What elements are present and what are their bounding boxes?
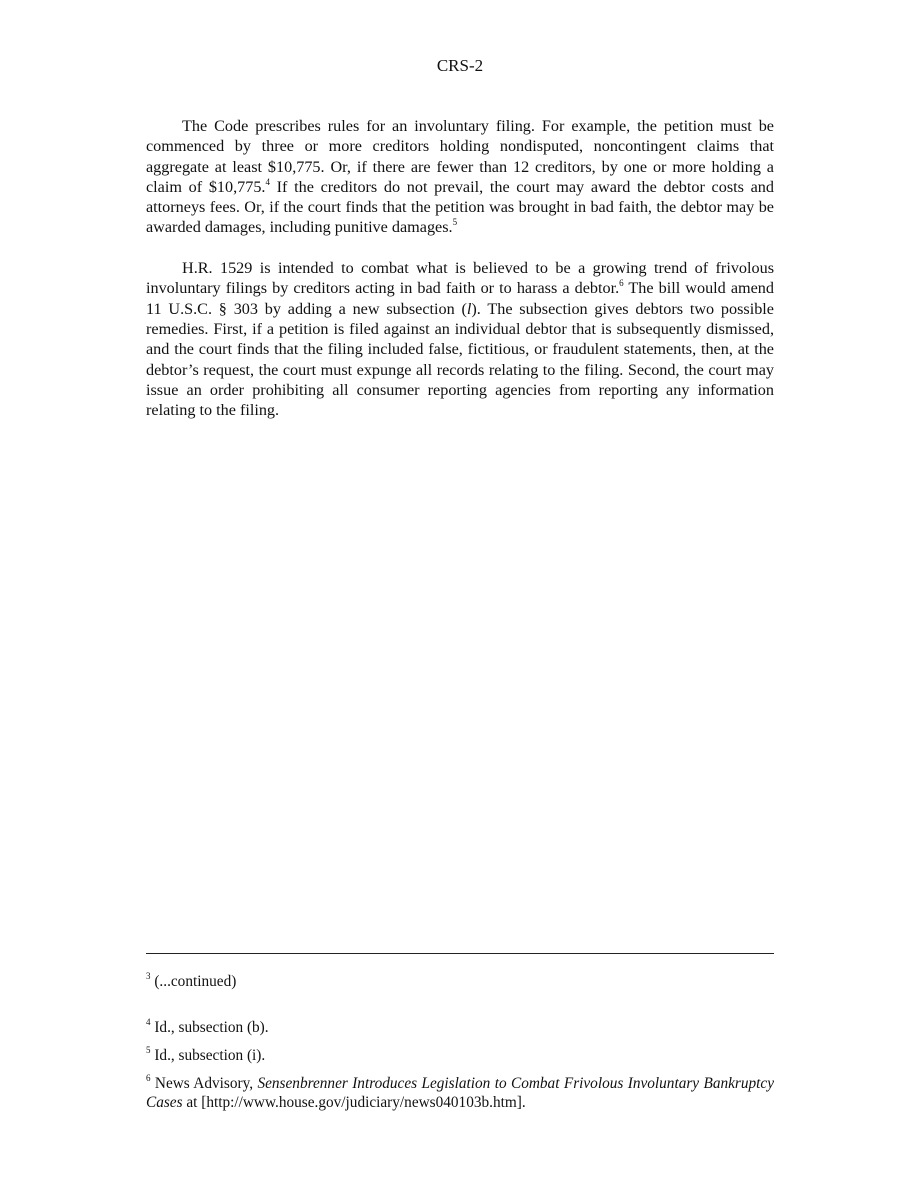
footnotes	[146, 972, 774, 1112]
paragraph-text: The Code prescribes rules for an involuntary filing. For example, the petition must be commenced by three or more creditors holding nondisputed, noncontingent claims that aggregate at least $10,775. Or, if there are fewer than 12 creditors, by one or more holding a claim of $10,775.	[146, 117, 774, 196]
footnote-text: Id., subsection (b).	[150, 1019, 269, 1036]
subsection-letter: l	[466, 299, 472, 318]
footnote-text: Id., subsection (i).	[150, 1047, 266, 1064]
footnote-5	[146, 1046, 774, 1065]
paragraph-text: The bill would amend 11 U.S.C. § 303 by adding a new subsection (	[146, 279, 774, 318]
paragraph-text: H.R. 1529 is intended to combat what is believed to be a growing trend of frivolous involuntary filings by creditors acting in bad faith or to harass a debtor.	[146, 259, 774, 298]
footnote-number: 5	[146, 1044, 151, 1055]
page-label: CRS-2	[436, 56, 484, 75]
footnote-ref-5: 5	[452, 217, 458, 228]
footnote-6	[146, 1074, 774, 1112]
footnote-number: 3	[146, 970, 151, 981]
footnote-ref-4: 4	[265, 176, 270, 187]
footnote-number: 6	[146, 1072, 151, 1083]
footnote-separator	[146, 953, 774, 954]
footnote-3	[146, 972, 774, 991]
page-header	[0, 55, 920, 77]
body-text	[146, 116, 774, 441]
paragraph-text: If the creditors do not prevail, the court may award the debtor costs and attorneys fees. Or, if the court finds that the petition was brought in bad faith, the debtor may be awarded damages, including punitive damages.	[146, 177, 774, 237]
footnote-ref-6: 6	[619, 277, 624, 288]
footnote-4	[146, 1018, 774, 1037]
footnote-number: 4	[146, 1016, 151, 1027]
footnote-text: News Advisory,	[150, 1075, 258, 1092]
paragraph-involuntary-filing-rules	[146, 116, 774, 238]
footnote-text: at [http://www.house.gov/judiciary/news040103b.htm].	[182, 1094, 526, 1111]
news-advisory-title: Sensenbrenner Introduces Legislation to Combat Frivolous Involuntary Bankruptcy Cases	[146, 1075, 775, 1111]
footnote-text: (...continued)	[150, 973, 237, 990]
paragraph-hr-1529	[146, 258, 774, 420]
paragraph-text: ). The subsection gives debtors two possible remedies. First, if a petition is filed against an individual debtor that is subsequently dismissed, and the court finds that the filing included false, fictitious, or fraudulent statements, then, at the debtor’s request, the court must expunge all records relating to the filing. Second, the court may issue an order prohibiting all consumer reporting agencies from reporting any information relating to the filing.	[146, 299, 774, 420]
